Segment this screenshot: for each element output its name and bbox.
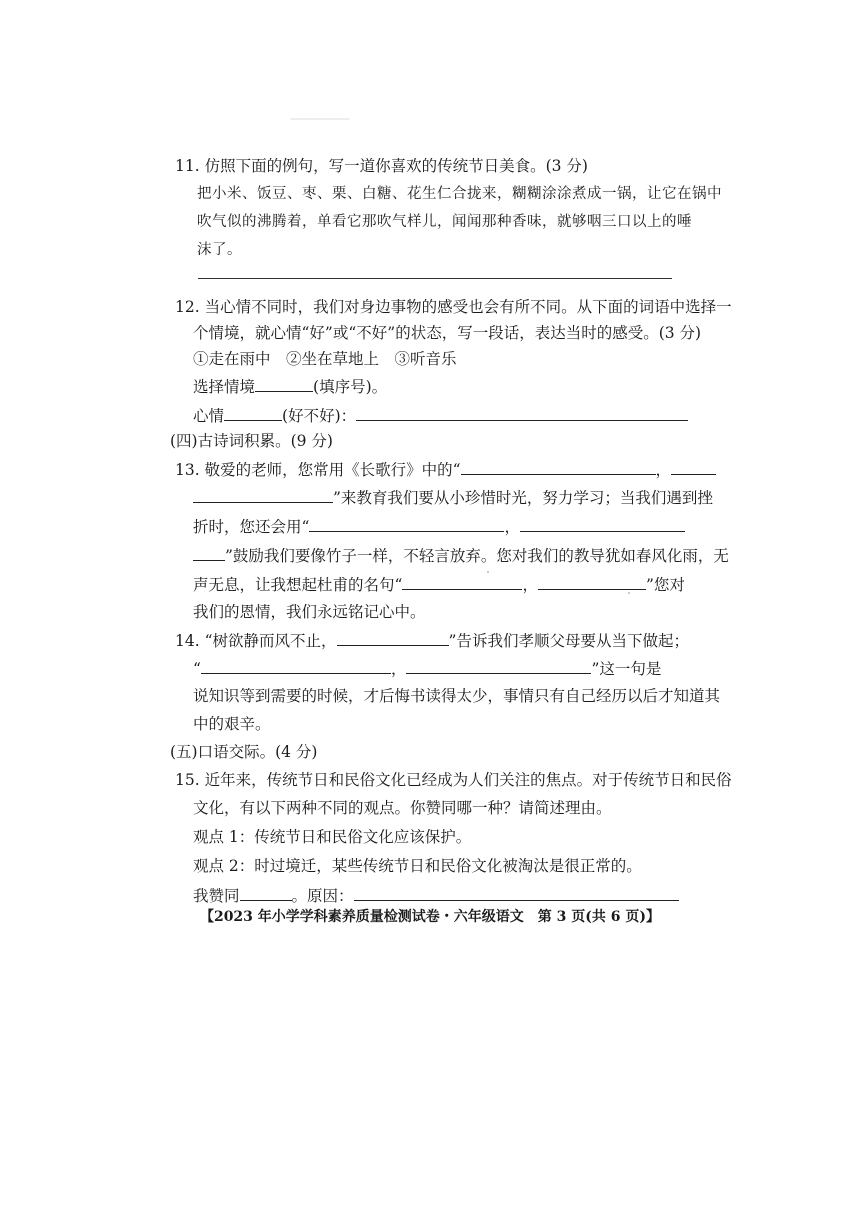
q12-choose-label: 选择情境 [193,378,256,396]
q12-options: ①走在雨中 ②坐在草地上 ③听音乐 [193,350,457,368]
q14-text: ”这一句是 [591,660,662,678]
q12-prompt: 个情境，就心情“好”或“不好”的状态，写一段话，表达当时的感受。(3 分) [193,324,702,342]
q13-text: ”鼓励我们要像竹子一样，不轻言放弃。您对我们的教导犹如春风化雨，无 [225,547,729,565]
q13-line [193,516,685,537]
page-footer: 【2023 年小学学科素养质量检测试卷・六年级语文 第 3 页(共 6 页)】 [199,909,661,925]
q11-prompt: 11. 仿照下面的例句，写一道你喜欢的传统节日美食。(3 分) [175,157,588,175]
q14-text: 14. “树欲静而风不止， [175,632,337,650]
q13-blank[interactable] [671,459,716,475]
q13-text: ”您对 [645,576,685,594]
section-5-title: (五)口语交际。(4 分) [170,743,318,761]
q13-line [175,459,716,480]
q13-blank[interactable] [520,516,685,532]
q14-line: 中的艰辛。 [193,715,271,733]
q13-blank[interactable] [309,516,504,532]
q12-mood-row [193,405,688,426]
q12-choose-suffix: (填序号)。 [313,378,388,396]
q12-choose-blank[interactable] [255,376,313,392]
q11-example-line: 吹气似的沸腾着，单看它那吹气样儿，闻闻那种香味，就够咽三口以上的唾 [197,214,692,230]
q11-answer-line[interactable] [198,278,672,279]
q13-line [193,487,713,508]
q15-line: 15. 近年来，传统节日和民俗文化已经成为人们关注的焦点。对于传统节日和民俗 [175,771,732,789]
q15-view-2: 观点 2：时过境迁，某些传统节日和民俗文化被淘汰是很正常的。 [193,857,642,875]
q14-blank[interactable] [406,658,591,674]
q12-mood-label: 心情 [193,407,225,425]
q14-blank[interactable] [201,658,391,674]
q15-answer-row [193,885,679,906]
q14-comma: ， [390,660,407,678]
q12-choose-row [193,376,387,397]
q15-reason-label: 。原因： [291,887,354,905]
q15-line: 文化，有以下两种不同的观点。你赞同哪一种？请简述理由。 [193,799,612,817]
q11-example-line: 沫了。 [197,242,242,258]
q15-agree-label: 我赞同 [193,887,240,905]
q14-text: ”告诉我们孝顺父母要从当下做起； [448,632,689,650]
q13-text: 13. 敬爱的老师，您常用《长歌行》中的“ [175,461,461,479]
q14-text: “ [193,660,201,678]
q14-line: 说知识等到需要的时候，才后悔书读得太少，事情只有自己经历以后才知道其 [193,687,721,705]
q13-blank[interactable] [193,487,333,503]
q13-comma: ， [522,576,538,594]
q14-line [175,630,689,651]
q13-blank[interactable] [402,574,522,590]
q13-comma: ， [504,518,520,536]
q13-text: 声无息，让我想起杜甫的名句“ [193,576,403,594]
scan-speck [487,571,489,573]
q12-mood-blank[interactable] [224,405,282,421]
q13-blank[interactable] [193,545,225,561]
q13-text: ”来教育我们要从小珍惜时光，努力学习；当我们遇到挫 [333,489,713,507]
q13-line [193,545,729,566]
q13-comma: ， [655,461,672,479]
q12-prompt: 12. 当心情不同时，我们对身边事物的感受也会有所不同。从下面的词语中选择一 [175,298,732,316]
q15-reason-blank[interactable] [354,885,679,901]
q13-line [193,574,685,595]
q13-text: 折时，您还会用“ [193,518,310,536]
q12-feeling-blank[interactable] [356,405,688,421]
q13-line: 我们的恩情，我们永远铭记心中。 [193,603,426,621]
q14-blank[interactable] [337,630,449,646]
section-4-title: (四)古诗词积累。(9 分) [170,432,333,450]
q11-example-line: 把小米、饭豆、枣、栗、白糖、花生仁合拢来，糊糊涂涂煮成一锅，让它在锅中 [197,186,722,202]
q15-view-1: 观点 1：传统节日和民俗文化应该保护。 [193,828,472,846]
q15-agree-blank[interactable] [240,885,292,901]
q13-blank[interactable] [461,459,656,475]
q12-mood-suffix: (好不好)： [282,407,357,425]
scan-speck [290,118,350,120]
q14-line [193,658,661,679]
q13-blank[interactable] [538,574,646,590]
